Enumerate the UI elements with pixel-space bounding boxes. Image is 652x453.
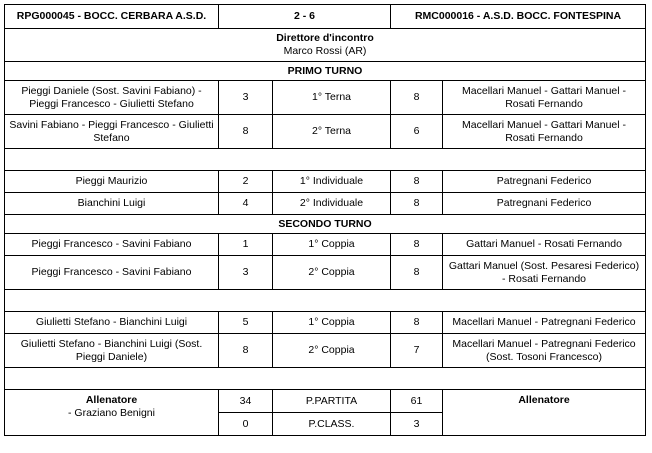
away-players: Patregnani Federico [443,193,646,215]
p-partita-label: P.PARTITA [273,390,391,413]
table-row [5,81,646,115]
home-score: 2 [219,171,273,193]
p-partita-home: 34 [219,390,273,413]
section-title-primo-turno: PRIMO TURNO [5,62,646,81]
spacer-row [5,368,646,390]
director-cell [5,29,646,62]
away-score: 8 [391,312,443,334]
spacer-row [5,290,646,312]
home-players: Savini Fabiano - Pieggi Francesco - Giulietti Stefano [5,115,219,149]
away-score: 7 [391,334,443,368]
home-score: 8 [219,115,273,149]
spacer-row [5,149,646,171]
home-players: Giulietti Stefano - Bianchini Luigi [5,312,219,334]
p-class-home: 0 [219,413,273,436]
home-score: 4 [219,193,273,215]
away-players: Gattari Manuel - Rosati Fernando [443,234,646,256]
section-row [5,62,646,81]
home-score: 3 [219,81,273,115]
event-name: 1° Coppia [273,234,391,256]
table-row [5,256,646,290]
p-class-label: P.CLASS. [273,413,391,436]
p-partita-away: 61 [391,390,443,413]
away-score: 8 [391,171,443,193]
match-score: 2 - 6 [219,5,391,29]
event-name: 1° Individuale [273,171,391,193]
event-name: 1° Terna [273,81,391,115]
section-row [5,215,646,234]
home-players: Bianchini Luigi [5,193,219,215]
p-class-away: 3 [391,413,443,436]
match-report-table [4,4,646,436]
away-score: 6 [391,115,443,149]
away-players: Macellari Manuel - Patregnani Federico [443,312,646,334]
spacer-cell [5,368,646,390]
away-players: Macellari Manuel - Patregnani Federico (Sost. Tosoni Francesco) [443,334,646,368]
footer-row-partita [5,390,646,413]
table-row [5,193,646,215]
spacer-cell [5,149,646,171]
header-row [5,5,646,29]
home-team-name: RPG000045 - BOCC. CERBARA A.S.D. [5,5,219,29]
away-team-name: RMC000016 - A.S.D. BOCC. FONTESPINA [391,5,646,29]
event-name: 1° Coppia [273,312,391,334]
event-name: 2° Terna [273,115,391,149]
home-players: Pieggi Daniele (Sost. Savini Fabiano) - Pieggi Francesco - Giulietti Stefano [5,81,219,115]
home-score: 5 [219,312,273,334]
spacer-cell [5,290,646,312]
table-row [5,171,646,193]
table-row [5,312,646,334]
away-score: 8 [391,256,443,290]
away-score: 8 [391,234,443,256]
event-name: 2° Coppia [273,256,391,290]
event-name: 2° Coppia [273,334,391,368]
home-coach-cell [5,390,219,436]
home-score: 1 [219,234,273,256]
event-name: 2° Individuale [273,193,391,215]
home-players: Pieggi Francesco - Savini Fabiano [5,234,219,256]
home-coach-name: - Graziano Benigni [68,407,155,419]
away-players: Macellari Manuel - Gattari Manuel - Rosati Fernando [443,81,646,115]
director-row [5,29,646,62]
director-name: Marco Rossi (AR) [283,45,367,57]
home-players: Giulietti Stefano - Bianchini Luigi (Sost. Pieggi Daniele) [5,334,219,368]
home-score: 8 [219,334,273,368]
table-row [5,234,646,256]
away-players: Gattari Manuel (Sost. Pesaresi Federico) - Rosati Fernando [443,256,646,290]
away-score: 8 [391,81,443,115]
away-players: Macellari Manuel - Gattari Manuel - Rosati Fernando [443,115,646,149]
home-players: Pieggi Francesco - Savini Fabiano [5,256,219,290]
away-players: Patregnani Federico [443,171,646,193]
section-title-secondo-turno: SECONDO TURNO [5,215,646,234]
table-row [5,334,646,368]
home-score: 3 [219,256,273,290]
home-players: Pieggi Maurizio [5,171,219,193]
home-coach-label: Allenatore [85,394,138,406]
away-score: 8 [391,193,443,215]
table-row [5,115,646,149]
director-label: Direttore d'incontro [276,32,374,44]
away-coach-label: Allenatore [443,390,646,436]
